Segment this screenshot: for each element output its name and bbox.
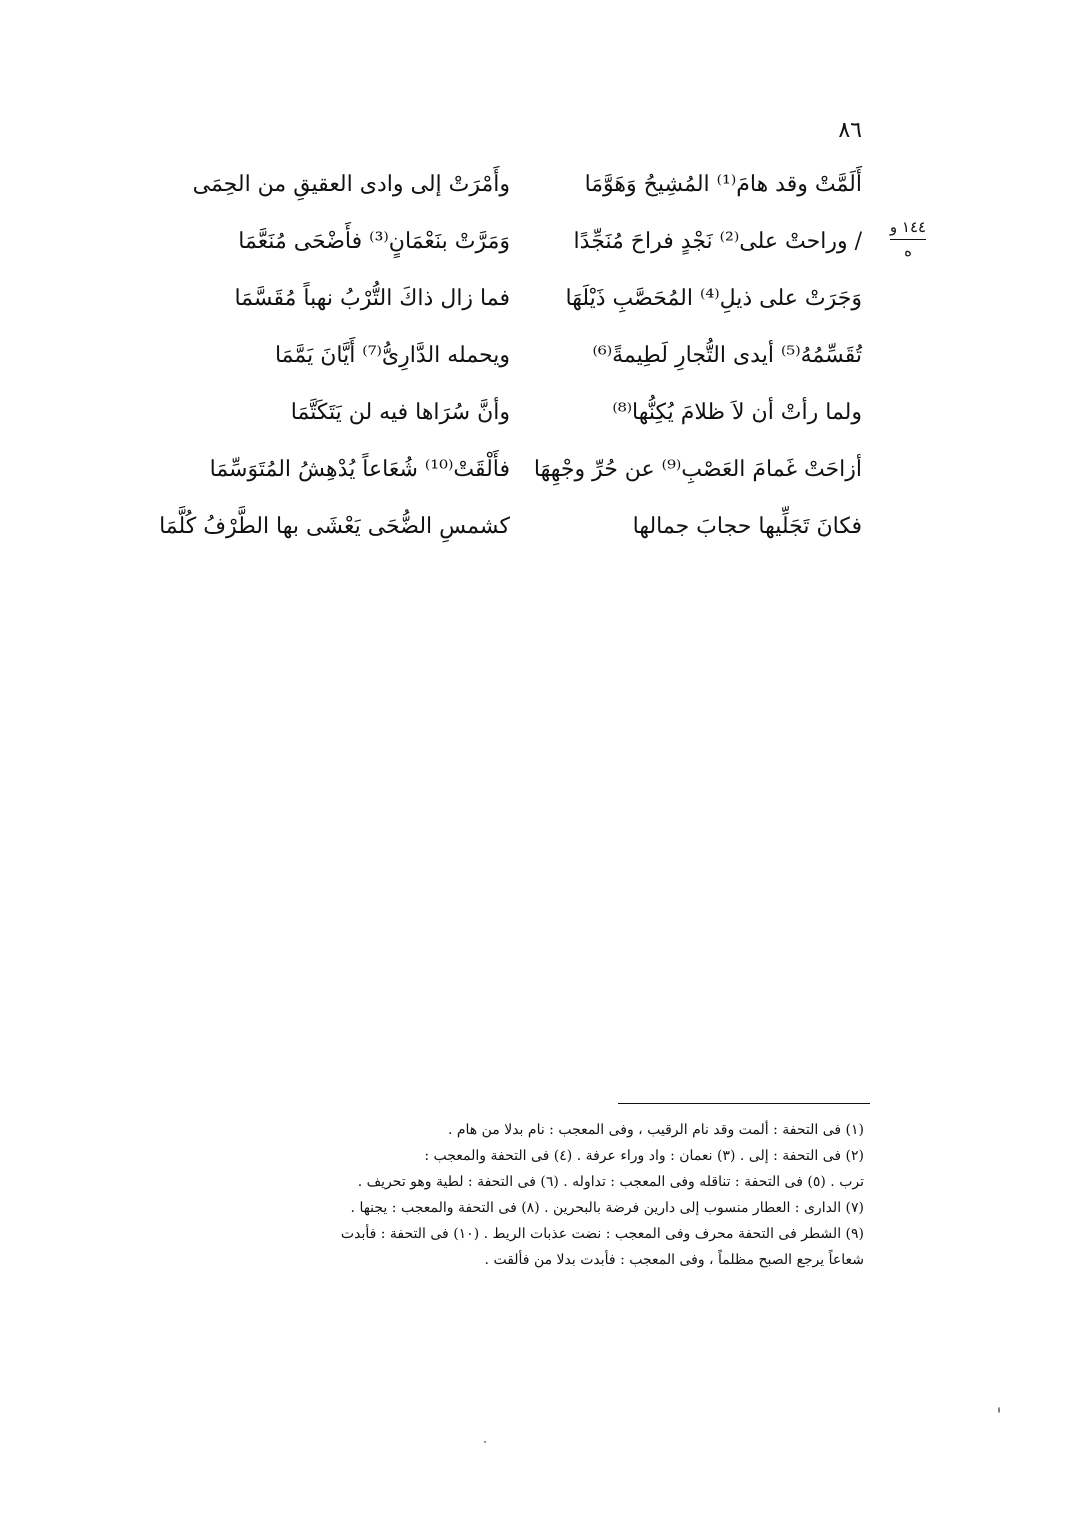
scan-speck: [998, 1407, 1000, 1413]
footnote-line: (٢) فى التحفة : إلى . (٣) نعمان : واد وراء عرفة . (٤) فى التحفة والمعجب :: [424, 1148, 864, 1164]
scan-speck: [484, 1441, 486, 1443]
verse-second-hemistich: ويحمله الدَّارِىُّ⁽⁷⁾ أَيَّانَ يَمَّمَا: [274, 343, 510, 368]
footnotes: [180, 1117, 864, 1273]
verse: [160, 222, 880, 279]
verse: [160, 450, 880, 507]
verse: [160, 279, 880, 336]
footnote-line: (٩) الشطر فى التحفة محرف وفى المعجب : نضت عذبات الريط . (١٠) فى التحفة : فأبدت: [340, 1226, 864, 1242]
verse-second-hemistich: وأنَّ سُرَاها فيه لن يَتَكَتَّمَا: [290, 400, 510, 425]
footnote-line: شعاعاً يرجع الصبح مظلماً ، وفى المعجب : فأبدت بدلا من فألقت .: [484, 1252, 864, 1268]
verse-second-hemistich: كشمسِ الضُّحَى يَعْشَى بها الطَّرْفُ كُلَّمَا: [159, 514, 510, 539]
verse-first-hemistich: ولما رأتْ أن لاَ ظلامَ يُكِنُّها⁽⁸⁾: [612, 400, 862, 425]
folio-reference: ١٤٤ و: [889, 218, 927, 236]
verse-first-hemistich: فكانَ تَجَلِّيها حجابَ جمالها: [632, 514, 862, 539]
verse-first-hemistich: وَجَرَتْ على ذيلِ⁽⁴⁾ المُحَصَّبِ ذَيْلَهَا: [565, 286, 862, 311]
verse-first-hemistich: أزاحَتْ غَمامَ العَصْبِ⁽⁹⁾ عن حُرِّ وجْهِهَا: [533, 457, 862, 482]
verse: [160, 336, 880, 393]
verse-first-hemistich: أَلَمَّتْ وقد هامَ⁽¹⁾ المُشِيحُ وَهَوَّمَا: [584, 172, 862, 197]
folio-mark: ه: [904, 242, 912, 260]
page-number: ٨٦: [838, 118, 862, 143]
verse: [160, 507, 880, 564]
verse-first-hemistich: / وراحتْ على⁽²⁾ نَجْدٍ فراحَ مُنَجِّدًا: [573, 229, 862, 254]
verse-second-hemistich: وَمَرَّتْ بنَعْمَانٍ⁽³⁾ فأَضْحَى مُنَعَّمَا: [238, 229, 510, 254]
verse-second-hemistich: فأَلْقَتْ⁽¹⁰⁾ شُعَاعاً يُدْهِشُ المُتَوَسِّمَا: [209, 457, 510, 482]
verse-first-hemistich: تُقَسِّمُهُ⁽⁵⁾ أيدى التُّجارِ لَطِيمةً⁽⁶⁾: [592, 343, 862, 368]
footnote-line: ترب . (٥) فى التحفة : تناقله وفى المعجب : تداوله . (٦) فى التحفة : لطية وهو تحريف .: [357, 1174, 864, 1190]
verse-second-hemistich: وأَمْرَتْ إلى وادى العقيقِ من الحِمَى: [192, 172, 510, 197]
footnote-line: (٧) الدارى : العطار منسوب إلى دارين فرضة بالبحرين . (٨) فى التحفة والمعجب : يجنها .: [350, 1200, 864, 1216]
verse-second-hemistich: فما زال ذاكَ التُّرْبُ نهباً مُقَسَّمَا: [234, 286, 510, 311]
footnote-separator: [618, 1103, 870, 1104]
verse: [160, 393, 880, 450]
poem: [160, 165, 880, 564]
footnote-line: (١) فى التحفة : ألمت وقد نام الرقيب ، وفى المعجب : نام بدلا من هام .: [447, 1122, 864, 1138]
margin-folio-note: [888, 218, 928, 260]
verse: [160, 165, 880, 222]
